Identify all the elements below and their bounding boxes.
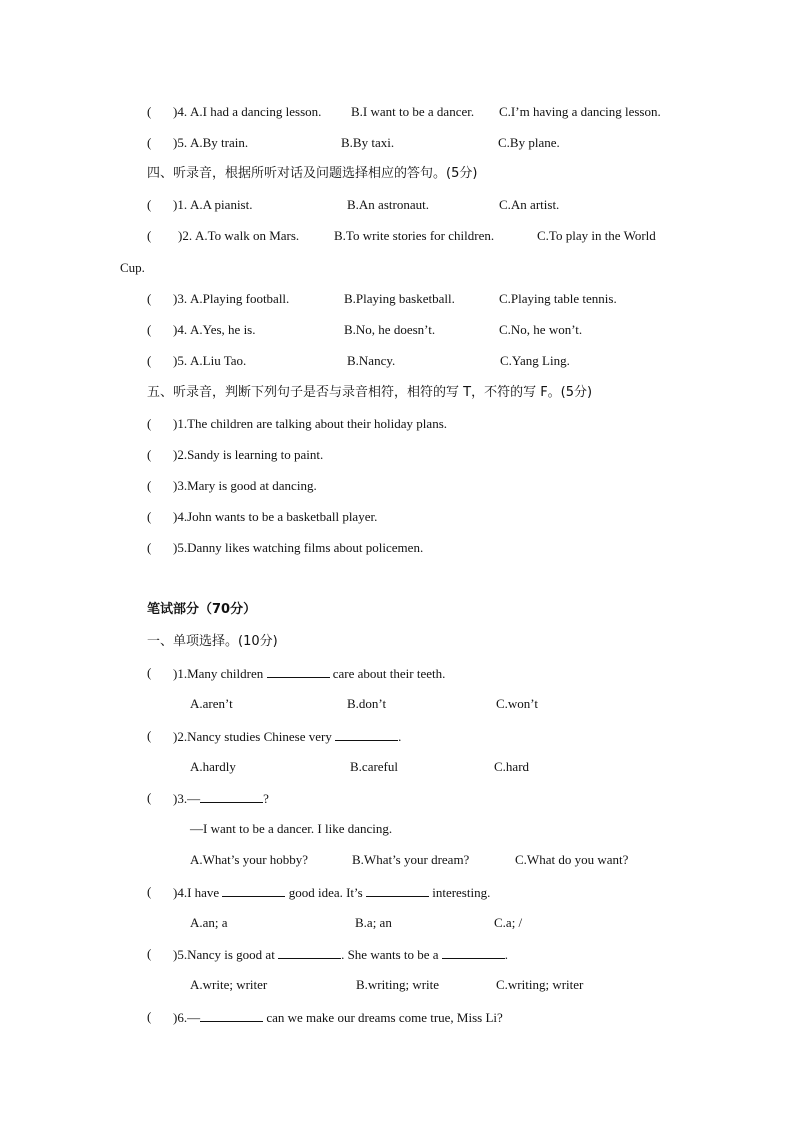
written-q3-paren: ( — [147, 790, 152, 805]
written-q6-stem-post: can we make our dreams come true, Miss Li? — [266, 1010, 503, 1025]
written-q3-stem — [173, 790, 269, 807]
listening-q5-option-c: C.By plane. — [498, 135, 560, 150]
written-q1-option-a: A.aren’t — [190, 696, 233, 711]
written-q6-paren: ( — [147, 1009, 152, 1024]
section4-q2-num: )2. — [178, 228, 193, 243]
written-q2-option-c: C.hard — [494, 759, 530, 774]
written-q2-stem-post: . — [398, 729, 402, 744]
section5-item-paren: ( — [147, 447, 152, 462]
answer-blank[interactable] — [335, 728, 398, 741]
section5-item: )2.Sandy is learning to paint. — [173, 447, 324, 462]
listening-q4-option-a: A.I had a dancing lesson. — [190, 104, 322, 119]
answer-blank[interactable] — [278, 946, 341, 959]
listening-q5-option-b: B.By taxi. — [341, 135, 395, 150]
section5-item-paren: ( — [147, 509, 152, 524]
written-q2-stem — [173, 728, 401, 745]
answer-blank[interactable] — [442, 946, 505, 959]
answer-blank[interactable] — [200, 790, 263, 803]
section4-q3-option-b: B.Playing basketball. — [344, 291, 455, 306]
written-q1-stem-post: care about their teeth. — [332, 666, 446, 681]
written-q2-option-b: B.careful — [350, 759, 399, 774]
written-q4-option-a: A.an; a — [190, 915, 228, 930]
section5-item-paren: ( — [147, 416, 152, 431]
section4-q2-option-c: C.To play in the World — [537, 228, 656, 243]
written-q4-stem — [173, 884, 490, 901]
section5-heading: 五、听录音，判断下列句子是否与录音相符，相符的写 T，不符的写 F。(5分) — [147, 385, 593, 400]
section4-q2-option-c-continued: Cup. — [120, 260, 145, 275]
written-q5-paren: ( — [147, 946, 152, 961]
section4-q1-option-c: C.An artist. — [499, 197, 560, 212]
written-q4-option-b: B.a; an — [355, 915, 392, 930]
written-q6-stem-pre: )6.— — [173, 1010, 201, 1025]
section4-q5-option-a: A.Liu Tao. — [190, 353, 247, 368]
written-q2-option-a: A.hardly — [190, 759, 236, 774]
section4-q1-paren: ( — [147, 197, 152, 212]
written-q4-stem-pre: )4.I have — [173, 885, 220, 900]
written-q2-stem-pre: )2.Nancy studies Chinese very — [173, 729, 332, 744]
answer-blank[interactable] — [267, 665, 330, 678]
section4-q1-num: )1. — [173, 197, 188, 212]
written-q4-stem-mid: good idea. It’s — [288, 885, 363, 900]
listening-q4-paren: ( — [147, 104, 152, 119]
written-q1-paren: ( — [147, 665, 152, 680]
section5-item: )5.Danny likes watching films about policemen. — [173, 540, 424, 555]
written-q5-stem-pre: )5.Nancy is good at — [173, 947, 275, 962]
listening-q4-num: )4. — [173, 104, 188, 119]
written-q5-option-b: B.writing; write — [356, 977, 440, 992]
section4-q4-option-c: C.No, he won’t. — [499, 322, 583, 337]
listening-q5-option-a: A.By train. — [190, 135, 249, 150]
section4-q5-num: )5. — [173, 353, 188, 368]
written-section1-heading: 一、单项选择。(10分) — [147, 634, 278, 649]
answer-blank[interactable] — [366, 884, 429, 897]
written-q3-option-b: B.What’s your dream? — [352, 852, 470, 867]
written-q1-stem-pre: )1.Many children — [173, 666, 264, 681]
written-q3-option-a: A.What’s your hobby? — [190, 852, 309, 867]
written-q6-stem — [173, 1009, 503, 1026]
written-q4-stem-post: interesting. — [432, 885, 491, 900]
written-q5-stem-post: . — [504, 947, 509, 962]
section5-item: )1.The children are talking about their holiday plans. — [173, 416, 447, 431]
written-q1-option-b: B.don’t — [347, 696, 387, 711]
written-q3-stem-post: ? — [263, 791, 269, 806]
written-q3-reply: —I want to be a dancer. I like dancing. — [190, 821, 393, 836]
written-q4-paren: ( — [147, 884, 152, 899]
answer-blank[interactable] — [222, 884, 285, 897]
section5-item: )3.Mary is good at dancing. — [173, 478, 317, 493]
listening-q4-option-c: C.I’m having a dancing lesson. — [499, 104, 661, 119]
written-q4-option-c: C.a; / — [494, 915, 523, 930]
section4-q3-option-c: C.Playing table tennis. — [499, 291, 617, 306]
listening-q4-option-b: B.I want to be a dancer. — [351, 104, 475, 119]
section4-q2-paren: ( — [147, 228, 152, 243]
written-q3-stem-pre: )3.— — [173, 791, 201, 806]
written-part-title: 笔试部分（70分） — [147, 602, 257, 617]
section4-q4-num: )4. — [173, 322, 188, 337]
listening-q5-num: )5. — [173, 135, 188, 150]
written-q5-option-a: A.write; writer — [190, 977, 268, 992]
section4-q5-option-c: C.Yang Ling. — [500, 353, 570, 368]
section5-item: )4.John wants to be a basketball player. — [173, 509, 378, 524]
written-q3-option-c: C.What do you want? — [515, 852, 629, 867]
written-q1-option-c: C.won’t — [496, 696, 539, 711]
section4-q2-option-a: A.To walk on Mars. — [195, 228, 300, 243]
section4-q5-paren: ( — [147, 353, 152, 368]
section4-q3-num: )3. — [173, 291, 188, 306]
written-q5-option-c: C.writing; writer — [496, 977, 584, 992]
section4-q3-paren: ( — [147, 291, 152, 306]
answer-blank[interactable] — [200, 1009, 263, 1022]
written-q5-stem-mid: . She wants to be a — [341, 947, 439, 962]
section4-q1-option-b: B.An astronaut. — [347, 197, 429, 212]
written-q5-stem — [173, 946, 508, 963]
section5-item-paren: ( — [147, 540, 152, 555]
listening-q5-paren: ( — [147, 135, 152, 150]
section4-q4-paren: ( — [147, 322, 152, 337]
section4-q4-option-a: A.Yes, he is. — [190, 322, 256, 337]
written-q1-stem — [173, 665, 445, 682]
section4-q3-option-a: A.Playing football. — [190, 291, 290, 306]
section4-q5-option-b: B.Nancy. — [347, 353, 396, 368]
section4-heading: 四、听录音，根据所听对话及问题选择相应的答句。(5分) — [147, 166, 478, 181]
section4-q4-option-b: B.No, he doesn’t. — [344, 322, 436, 337]
written-q2-paren: ( — [147, 728, 152, 743]
section4-q1-option-a: A.A pianist. — [190, 197, 253, 212]
section5-item-paren: ( — [147, 478, 152, 493]
section4-q2-option-b: B.To write stories for children. — [334, 228, 495, 243]
